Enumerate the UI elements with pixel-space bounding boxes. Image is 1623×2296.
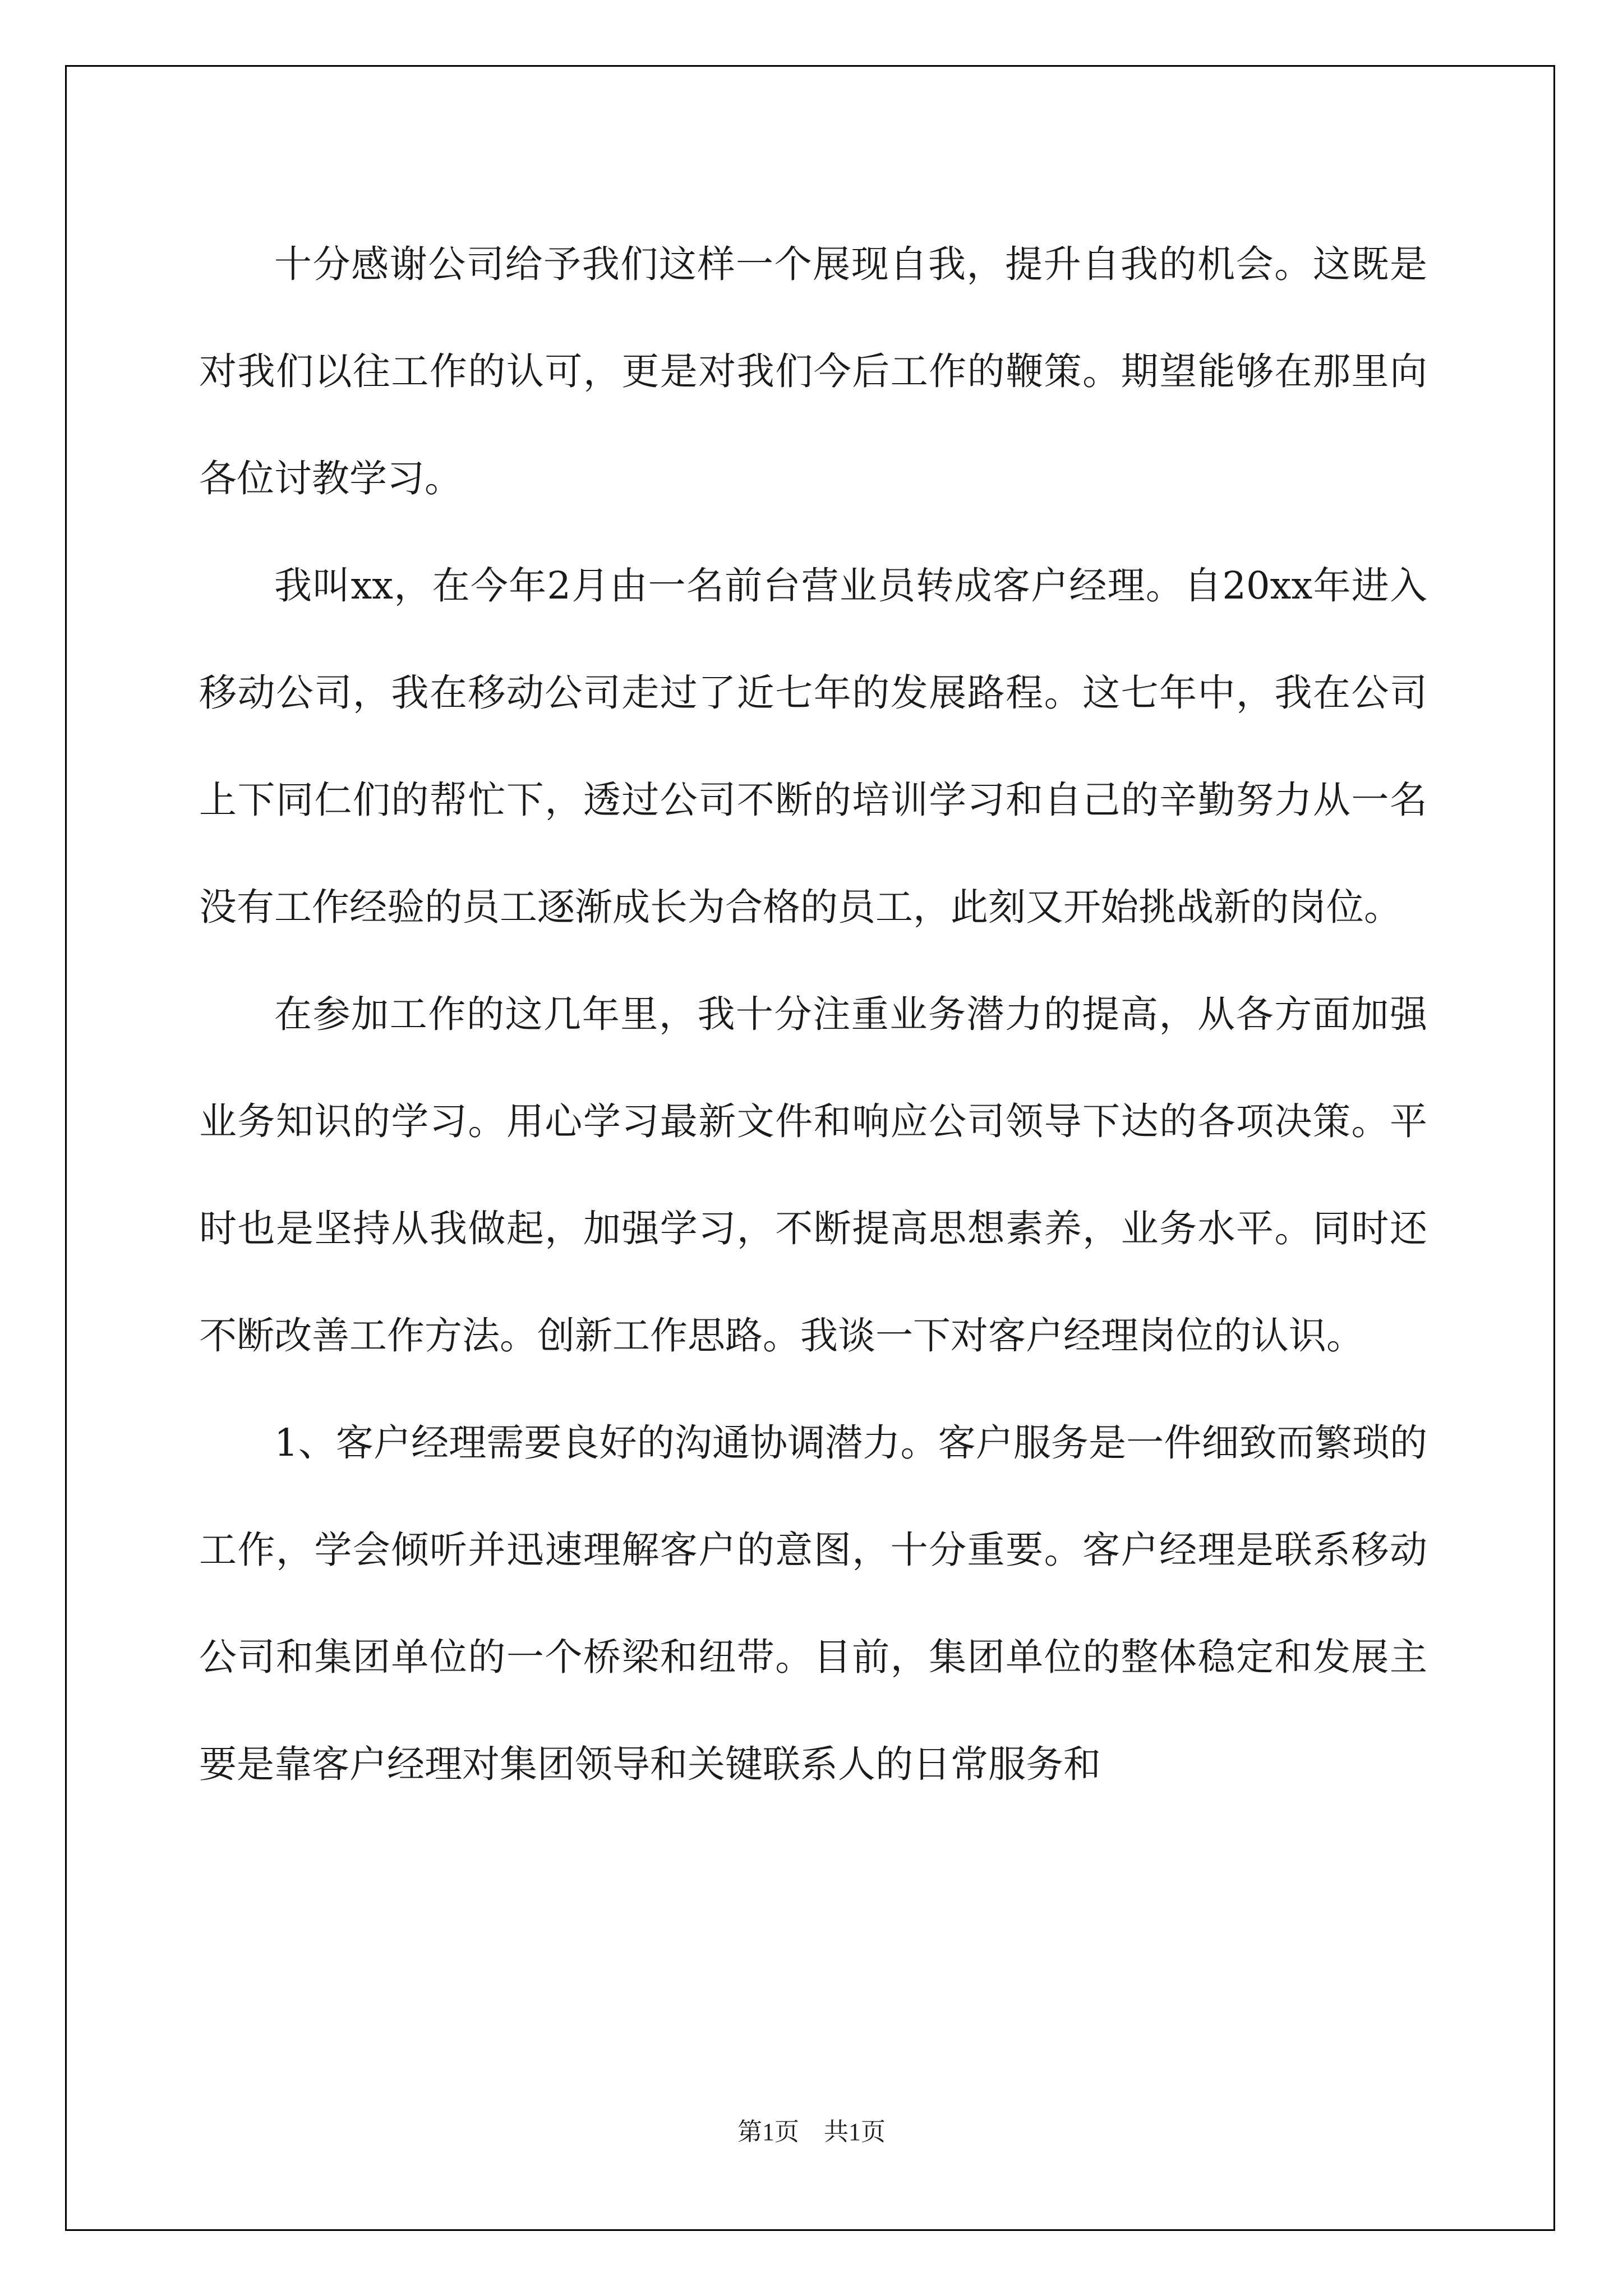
page-number-footer: 第1页 共1页 xyxy=(737,2118,886,2146)
paragraph-2: 我叫xx，在今年2月由一名前台营业员转成客户经理。自20xx年进入移动公司，我在移动公司走过了近七年的发展路程。这七年中，我在公司上下同仁们的帮忙下，透过公司不断的培训学习和自己的辛勤努力从一名没有工作经验的员工逐渐成长为合格的员工，此刻又开始挑战新的岗位。 xyxy=(199,564,1427,929)
paragraph-4: 1、客户经理需要良好的沟通协调潜力。客户服务是一件细致而繁琐的工作，学会倾听并迅速理解客户的意图，十分重要。客户经理是联系移动公司和集团单位的一个桥梁和纽带。目前，集团单位的整体稳定和发展主要是靠客户经理对集团领导和关键联系人的日常服务和 xyxy=(199,1421,1427,1786)
document-body xyxy=(199,211,1427,1818)
paragraph-3: 在参加工作的这几年里，我十分注重业务潜力的提高，从各方面加强业务知识的学习。用心学习最新文件和响应公司领导下达的各项决策。平时也是坚持从我做起，加强学习，不断提高思想素养，业务水平。同时还不断改善工作方法。创新工作思路。我谈一下对客户经理岗位的认识。 xyxy=(199,992,1427,1358)
paragraph-1: 十分感谢公司给予我们这样一个展现自我，提升自我的机会。这既是对我们以往工作的认可，更是对我们今后工作的鞭策。期望能够在那里向各位讨教学习。 xyxy=(199,242,1427,500)
